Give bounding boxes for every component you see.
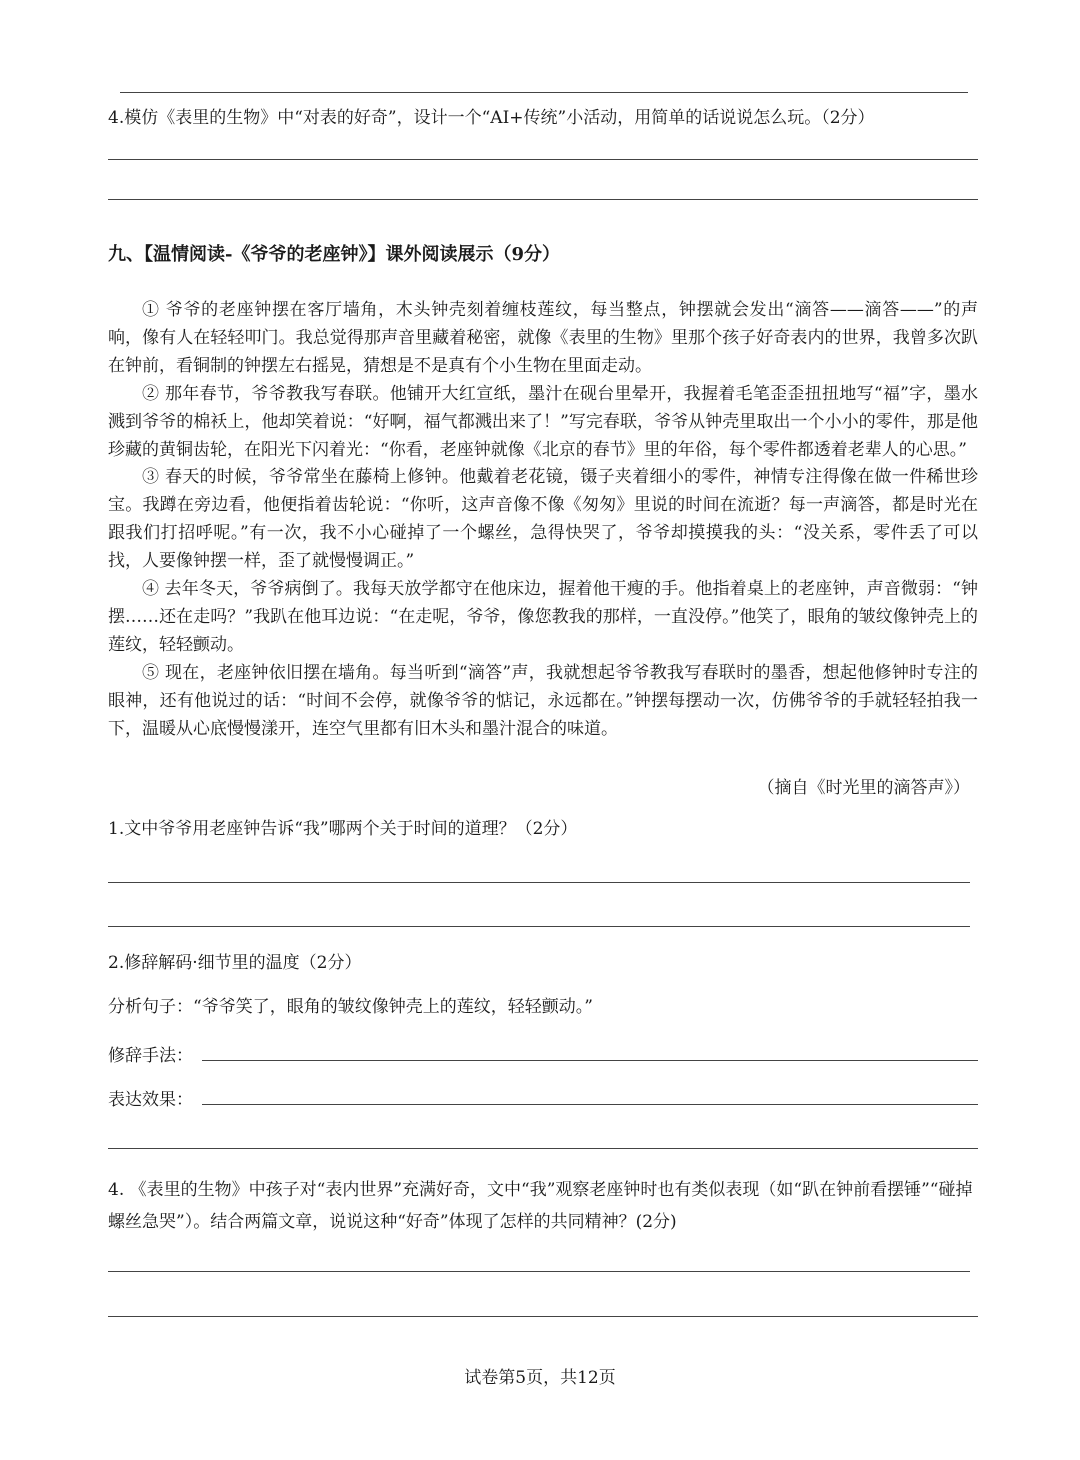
answer-line-q4-1[interactable] bbox=[108, 1271, 970, 1272]
question-2: 2.修辞解码·细节里的温度（2分） bbox=[108, 953, 362, 973]
rhetoric-answer-line[interactable] bbox=[202, 1060, 978, 1061]
passage-paragraph-2: ② 那年春节，爷爷教我写春联。他铺开大红宣纸，墨汁在砚台里晕开，我握着毛笔歪歪扭扭地写“福”字，墨水溅到爷爷的棉袄上，他却笑着说：“好啊，福气都溅出来了！”写完春联，爷爷从钟壳里取出一个小小的零件，那是他珍藏的黄铜齿轮，在阳光下闪着光：“你看，老座钟就像《北京的春节》里的年俗，每个零件都透着老辈人的心思。” bbox=[108, 383, 978, 460]
answer-line-q4-2[interactable] bbox=[108, 1316, 978, 1317]
effect-label: 表达效果： bbox=[108, 1090, 193, 1110]
reading-passage bbox=[108, 297, 978, 744]
answer-line-prev4-1[interactable] bbox=[108, 159, 978, 160]
section-title: 九、【温情阅读-《爷爷的老座钟》】课外阅读展示（9分） bbox=[108, 244, 560, 265]
passage-paragraph-1: ① 爷爷的老座钟摆在客厅墙角，木头钟壳刻着缠枝莲纹，每当整点，钟摆就会发出“滴答——滴答——”的声响，像有人在轻轻叩门。我总觉得那声音里藏着秘密，就像《表里的生物》里那个孩子好奇表内的世界，我曾多次趴在钟前，看铜制的钟摆左右摇晃，猜想是不是真有个小生物在里面走动。 bbox=[108, 300, 978, 376]
passage-paragraph-5: ⑤ 现在，老座钟依旧摆在墙角。每当听到“滴答”声，我就想起爷爷教我写春联时的墨香，想起他修钟时专注的眼神，还有他说过的话：“时间不会停，就像爷爷的惦记，永远都在。”钟摆每摆动一次，仿佛爷爷的手就轻轻拍我一下，温暖从心底慢慢漾开，连空气里都有旧木头和墨汁混合的味道。 bbox=[108, 662, 978, 739]
passage-paragraph-4: ④ 去年冬天，爷爷病倒了。我每天放学都守在他床边，握着他干瘦的手。他指着桌上的老座钟，声音微弱：“钟摆……还在走吗？”我趴在他耳边说：“在走呢，爷爷，像您教我的那样，一直没停。”他笑了，眼角的皱纹像钟壳上的莲纹，轻轻颤动。 bbox=[108, 579, 978, 655]
effect-answer-line[interactable] bbox=[202, 1104, 978, 1105]
effect-answer-line-2[interactable] bbox=[108, 1148, 978, 1149]
question-2-sentence: 分析句子：“爷爷笑了，眼角的皱纹像钟壳上的莲纹，轻轻颤动。” bbox=[108, 997, 593, 1017]
question-4: 4. 《表里的生物》中孩子对“表内世界”充满好奇，文中“我”观察老座钟时也有类似表现（如“趴在钟前看摆锤”“碰掉螺丝急哭”）。结合两篇文章，说说这种“好奇”体现了怎样的共同精神？(2分) bbox=[108, 1180, 973, 1232]
answer-line-prev-top[interactable] bbox=[120, 92, 968, 93]
answer-line-q1-2[interactable] bbox=[108, 926, 970, 927]
passage-source: （摘自《时光里的滴答声》） bbox=[757, 778, 970, 798]
page-footer: 试卷第5页，共12页 bbox=[464, 1368, 616, 1388]
rhetoric-label: 修辞手法： bbox=[108, 1046, 193, 1066]
question-prev-4: 4.模仿《表里的生物》中“对表的好奇”，设计一个“AI+传统”小活动，用简单的话说说怎么玩。（2分） bbox=[108, 108, 875, 128]
answer-line-prev4-2[interactable] bbox=[108, 199, 978, 200]
answer-line-q1-1[interactable] bbox=[108, 882, 970, 883]
passage-paragraph-3: ③ 春天的时候，爷爷常坐在藤椅上修钟。他戴着老花镜，镊子夹着细小的零件，神情专注得像在做一件稀世珍宝。我蹲在旁边看，他便指着齿轮说：“你听，这声音像不像《匆匆》里说的时间在流逝？每一声滴答，都是时光在跟我们打招呼呢。”有一次，我不小心碰掉了一个螺丝，急得快哭了，爷爷却摸摸我的头：“没关系，零件丢了可以找，人要像钟摆一样，歪了就慢慢调正。” bbox=[108, 467, 978, 572]
question-1: 1.文中爷爷用老座钟告诉“我”哪两个关于时间的道理？（2分） bbox=[108, 819, 578, 839]
